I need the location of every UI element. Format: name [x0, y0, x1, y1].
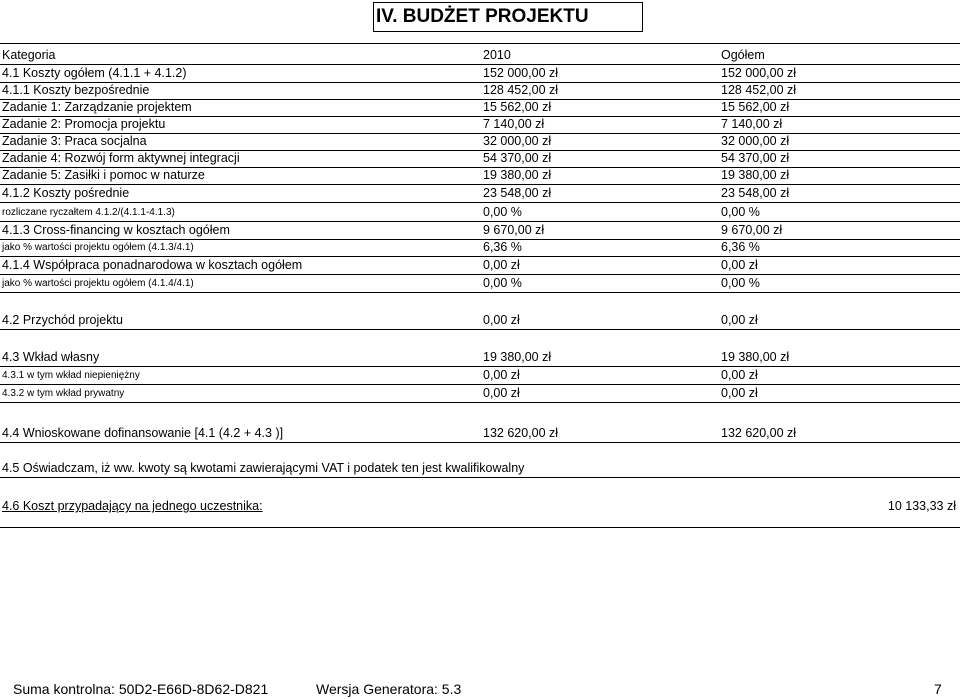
row-value-2010: 6,36 %: [483, 240, 522, 254]
table-row: [0, 257, 960, 275]
row-label: Zadanie 1: Zarządzanie projektem: [2, 100, 192, 114]
row-label: jako % wartości projektu ogółem (4.1.3/4.1): [2, 242, 194, 253]
table-row: [0, 65, 960, 83]
table-row: [0, 275, 960, 293]
row-value-2010: 0,00 zł: [483, 313, 520, 327]
row-value-2010: 0,00 zł: [483, 258, 520, 272]
row-value-total: 32 000,00 zł: [721, 134, 790, 148]
page-title: IV. BUDŻET PROJEKTU: [373, 2, 643, 32]
header-total: Ogółem: [721, 48, 765, 62]
footer-checksum: Suma kontrolna: 50D2-E66D-8D62-D821: [13, 681, 269, 697]
footer-generator-version: Wersja Generatora: 5.3: [316, 681, 462, 697]
row-value-2010: 9 670,00 zł: [483, 223, 545, 237]
row-label: Zadanie 4: Rozwój form aktywnej integracji: [2, 151, 240, 165]
row-value-2010: 152 000,00 zł: [483, 66, 559, 80]
row-value-2010: 19 380,00 zł: [483, 350, 552, 364]
row-label: Zadanie 2: Promocja projektu: [2, 117, 166, 131]
row-value-2010: 128 452,00 zł: [483, 83, 559, 97]
table-row: [0, 239, 960, 257]
row-value-2010: 15 562,00 zł: [483, 100, 552, 114]
row-label: 4.1.3 Cross-financing w kosztach ogółem: [2, 223, 230, 237]
row-value-2010: 0,00 zł: [483, 386, 520, 400]
table-row: [0, 116, 960, 134]
cost-per-participant-label: 4.6 Koszt przypadający na jednego uczestnika:: [2, 499, 263, 513]
row-label: 4.4 Wnioskowane dofinansowanie [4.1 (4.2 + 4.3 )]: [2, 426, 284, 440]
row-label: Zadanie 5: Zasiłki i pomoc w naturze: [2, 168, 205, 182]
row-value-2010: 0,00 %: [483, 276, 522, 290]
row-value-2010: 19 380,00 zł: [483, 168, 552, 182]
header-year: 2010: [483, 48, 511, 62]
row-value-total: 0,00 zł: [721, 386, 758, 400]
row-label: 4.1.1 Koszty bezpośrednie: [2, 83, 150, 97]
table-row: [0, 167, 960, 185]
table-row: [0, 367, 960, 385]
row-value-total: 152 000,00 zł: [721, 66, 797, 80]
cost-per-participant-row: [0, 498, 960, 515]
row-label: 4.1.4 Współpraca ponadnarodowa w kosztach ogółem: [2, 258, 303, 272]
row-value-total: 23 548,00 zł: [721, 186, 790, 200]
row-label: 4.1 Koszty ogółem (4.1.1 + 4.1.2): [2, 66, 187, 80]
row-value-2010: 132 620,00 zł: [483, 426, 559, 440]
row-value-2010: 32 000,00 zł: [483, 134, 552, 148]
budget-table: [0, 43, 960, 528]
header-category: Kategoria: [2, 48, 56, 62]
table-row: [0, 82, 960, 100]
row-value-total: 19 380,00 zł: [721, 350, 790, 364]
row-value-total: 0,00 %: [721, 205, 760, 219]
row-label: 4.3.1 w tym wkład niepieniężny: [2, 370, 140, 381]
table-row: [0, 204, 960, 222]
table-row: [0, 385, 960, 403]
table-row: [0, 99, 960, 117]
table-row: [0, 222, 960, 240]
row-value-total: 0,00 zł: [721, 368, 758, 382]
row-label: 4.2 Przychód projektu: [2, 313, 123, 327]
row-value-total: 6,36 %: [721, 240, 760, 254]
row-value-total: 0,00 zł: [721, 258, 758, 272]
row-value-total: 0,00 %: [721, 276, 760, 290]
row-value-total: 0,00 zł: [721, 313, 758, 327]
table-row: [0, 185, 960, 203]
row-label: 4.3.2 w tym wkład prywatny: [2, 388, 125, 399]
row-label: 4.3 Wkład własny: [2, 350, 100, 364]
row-value-total: 15 562,00 zł: [721, 100, 790, 114]
row-value-total: 7 140,00 zł: [721, 117, 783, 131]
table-header-row: [0, 47, 960, 65]
cost-per-participant-value: 10 133,33 zł: [887, 499, 956, 513]
row-label: 4.1.2 Koszty pośrednie: [2, 186, 130, 200]
vat-statement-row: [0, 460, 960, 478]
row-value-2010: 7 140,00 zł: [483, 117, 545, 131]
row-label: rozliczane ryczałtem 4.1.2/(4.1.1-4.1.3): [2, 207, 175, 218]
row-label: Zadanie 3: Praca socjalna: [2, 134, 147, 148]
table-row: [0, 150, 960, 168]
row-value-total: 54 370,00 zł: [721, 151, 790, 165]
vat-statement: 4.5 Oświadczam, iż ww. kwoty są kwotami zawierającymi VAT i podatek ten jest kwalifikowalny: [2, 461, 525, 475]
row-label: jako % wartości projektu ogółem (4.1.4/4.1): [2, 278, 194, 289]
row-value-2010: 23 548,00 zł: [483, 186, 552, 200]
row-value-2010: 54 370,00 zł: [483, 151, 552, 165]
row-value-total: 19 380,00 zł: [721, 168, 790, 182]
table-row: [0, 425, 960, 443]
footer-page-number: 7: [934, 681, 942, 697]
row-value-total: 132 620,00 zł: [721, 426, 797, 440]
row-value-2010: 0,00 zł: [483, 368, 520, 382]
row-value-total: 9 670,00 zł: [721, 223, 783, 237]
table-row: [0, 349, 960, 367]
table-row: [0, 133, 960, 151]
row-value-total: 128 452,00 zł: [721, 83, 797, 97]
table-row: [0, 312, 960, 330]
row-value-2010: 0,00 %: [483, 205, 522, 219]
